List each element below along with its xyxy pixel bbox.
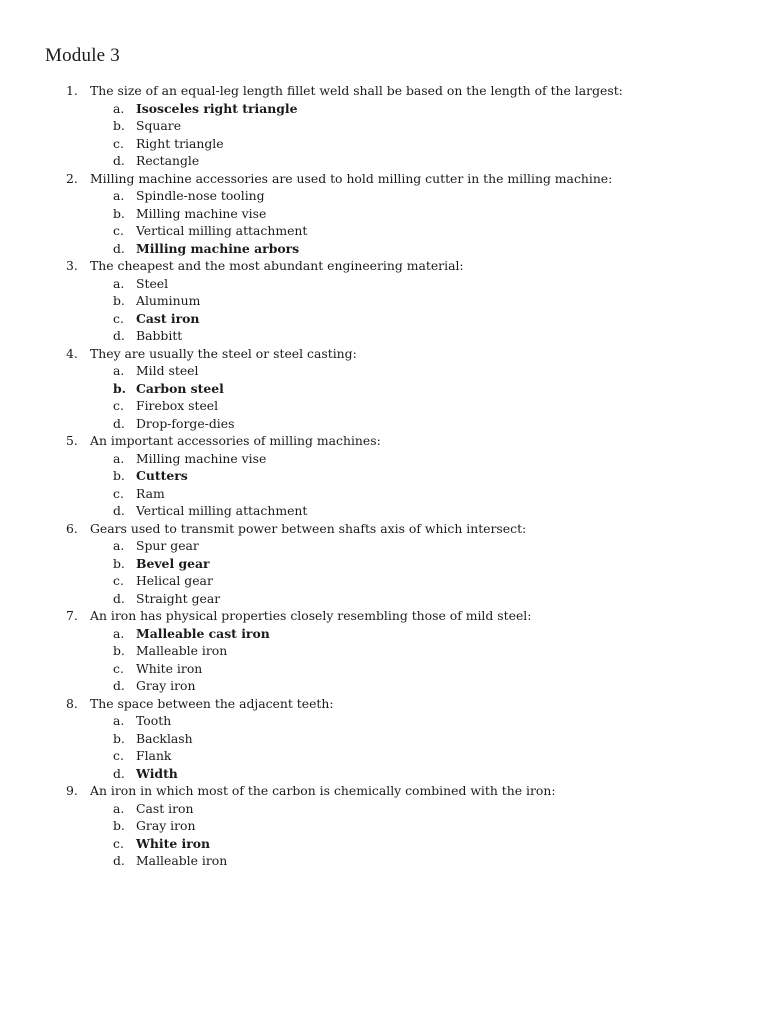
option-letter: b.: [113, 380, 126, 396]
question-row: [0, 607, 768, 625]
option-text: Vertical milling attachment: [136, 503, 308, 518]
option-text: Straight gear: [136, 590, 221, 606]
option-text: Cast iron: [136, 310, 200, 326]
option-letter: c.: [113, 135, 124, 151]
option-list: [0, 100, 768, 170]
option-letter: b.: [113, 293, 125, 308]
answer-option-correct: [0, 310, 768, 328]
option-text: Right triangle: [136, 135, 224, 151]
answer-option: [0, 292, 768, 310]
option-letter: b.: [113, 730, 125, 746]
option-letter: d.: [113, 503, 125, 518]
question-number: 2.: [66, 170, 78, 186]
question-row: [0, 432, 768, 450]
option-list: [0, 712, 768, 782]
option-letter: b.: [113, 468, 125, 483]
question-text: The space between the adjacent teeth:: [90, 695, 334, 711]
answer-option: [0, 135, 768, 153]
option-text: Spindle-nose tooling: [136, 188, 265, 203]
answer-option: [0, 222, 768, 240]
option-letter: c.: [113, 223, 124, 238]
question-number: 5.: [66, 433, 78, 448]
option-text: Aluminum: [136, 293, 201, 308]
option-letter: b.: [113, 555, 125, 571]
option-text: Rectangle: [136, 153, 200, 168]
option-list: [0, 537, 768, 607]
answer-option: [0, 152, 768, 170]
option-letter: a.: [113, 800, 125, 816]
option-letter: a.: [113, 450, 125, 466]
option-text: Backlash: [136, 730, 193, 746]
option-list: [0, 362, 768, 432]
question-number: 4.: [66, 345, 78, 361]
option-letter: b.: [113, 818, 125, 833]
answer-option: [0, 397, 768, 415]
answer-option: [0, 677, 768, 695]
option-letter: d.: [113, 415, 125, 431]
option-text: Carbon steel: [136, 380, 224, 396]
option-text: Milling machine vise: [136, 450, 267, 466]
question-text: An iron in which most of the carbon is chemically combined with the iron:: [90, 783, 556, 798]
question-number: 7.: [66, 608, 78, 623]
question-row: [0, 82, 768, 100]
option-text: Malleable iron: [136, 643, 228, 658]
option-text: Bevel gear: [136, 555, 210, 571]
option-text: Malleable iron: [136, 853, 228, 868]
option-letter: d.: [113, 590, 125, 606]
option-letter: a.: [113, 100, 125, 116]
option-letter: d.: [113, 240, 125, 256]
option-text: Drop-forge-dies: [136, 415, 235, 431]
question-item: [0, 520, 768, 608]
option-letter: d.: [113, 853, 125, 868]
option-letter: d.: [113, 153, 125, 168]
option-text: Width: [136, 765, 178, 781]
question-row: [0, 695, 768, 713]
question-text: Milling machine accessories are used to hold milling cutter in the milling machine:: [90, 170, 613, 186]
option-list: [0, 187, 768, 257]
option-list: [0, 625, 768, 695]
option-letter: c.: [113, 660, 124, 676]
option-letter: a.: [113, 713, 125, 728]
option-text: Flank: [136, 748, 172, 763]
question-number: 6.: [66, 520, 78, 536]
question-text: An iron has physical properties closely resembling those of mild steel:: [90, 608, 532, 623]
option-letter: d.: [113, 328, 125, 343]
answer-option-correct: [0, 835, 768, 853]
option-letter: b.: [113, 643, 125, 658]
option-letter: b.: [113, 205, 125, 221]
option-text: Isosceles right triangle: [136, 100, 298, 116]
option-letter: d.: [113, 765, 125, 781]
option-letter: c.: [113, 310, 124, 326]
answer-option-correct: [0, 765, 768, 783]
option-list: [0, 275, 768, 345]
question-row: [0, 520, 768, 538]
option-letter: a.: [113, 363, 125, 378]
answer-option: [0, 712, 768, 730]
option-text: Milling machine vise: [136, 205, 267, 221]
question-number: 3.: [66, 258, 78, 273]
answer-option-correct: [0, 100, 768, 118]
option-text: Steel: [136, 275, 169, 291]
page-title: Module 3: [45, 45, 120, 66]
answer-option-correct: [0, 380, 768, 398]
answer-option-correct: [0, 467, 768, 485]
option-letter: c.: [113, 573, 124, 588]
answer-option: [0, 485, 768, 503]
option-text: Spur gear: [136, 538, 199, 553]
question-item: [0, 432, 768, 520]
answer-option: [0, 660, 768, 678]
question-number: 9.: [66, 783, 78, 798]
option-text: Babbitt: [136, 328, 183, 343]
answer-option: [0, 642, 768, 660]
option-text: Milling machine arbors: [136, 240, 300, 256]
question-item: [0, 607, 768, 695]
answer-option: [0, 747, 768, 765]
option-letter: b.: [113, 118, 125, 133]
question-number: 1.: [66, 83, 78, 98]
question-list: [0, 82, 768, 870]
option-letter: d.: [113, 678, 125, 693]
question-text: The size of an equal-leg length fillet weld shall be based on the length of the largest:: [90, 83, 623, 98]
answer-option: [0, 590, 768, 608]
question-text: Gears used to transmit power between shafts axis of which intersect:: [90, 520, 527, 536]
question-item: [0, 170, 768, 258]
option-text: Ram: [136, 485, 165, 501]
answer-option: [0, 817, 768, 835]
question-row: [0, 782, 768, 800]
option-text: Cast iron: [136, 800, 194, 816]
option-letter: c.: [113, 748, 124, 763]
question-item: [0, 782, 768, 870]
answer-option: [0, 852, 768, 870]
option-letter: c.: [113, 485, 124, 501]
question-text: The cheapest and the most abundant engineering material:: [90, 258, 464, 273]
option-letter: a.: [113, 538, 125, 553]
option-text: White iron: [136, 660, 203, 676]
question-row: [0, 170, 768, 188]
question-row: [0, 257, 768, 275]
option-letter: a.: [113, 188, 125, 203]
question-number: 8.: [66, 695, 78, 711]
option-text: Vertical milling attachment: [136, 223, 308, 238]
option-text: Tooth: [136, 713, 172, 728]
question-item: [0, 257, 768, 345]
question-text: They are usually the steel or steel casting:: [90, 345, 357, 361]
option-letter: a.: [113, 275, 125, 291]
answer-option: [0, 205, 768, 223]
answer-option: [0, 415, 768, 433]
option-text: White iron: [136, 835, 211, 851]
option-text: Malleable cast iron: [136, 625, 270, 641]
option-letter: a.: [113, 625, 125, 641]
option-text: Gray iron: [136, 818, 196, 833]
option-text: Square: [136, 118, 182, 133]
answer-option: [0, 537, 768, 555]
option-letter: c.: [113, 835, 124, 851]
answer-option: [0, 117, 768, 135]
option-list: [0, 800, 768, 870]
option-text: Mild steel: [136, 363, 199, 378]
answer-option: [0, 572, 768, 590]
answer-option-correct: [0, 625, 768, 643]
question-item: [0, 695, 768, 783]
option-list: [0, 450, 768, 520]
option-text: Gray iron: [136, 678, 196, 693]
question-item: [0, 345, 768, 433]
answer-option: [0, 730, 768, 748]
option-text: Firebox steel: [136, 398, 219, 413]
question-text: An important accessories of milling machines:: [90, 433, 381, 448]
answer-option: [0, 275, 768, 293]
question-row: [0, 345, 768, 363]
option-text: Cutters: [136, 468, 188, 483]
answer-option: [0, 502, 768, 520]
answer-option: [0, 327, 768, 345]
answer-option-correct: [0, 240, 768, 258]
option-text: Helical gear: [136, 573, 213, 588]
answer-option: [0, 450, 768, 468]
question-item: [0, 82, 768, 170]
answer-option-correct: [0, 555, 768, 573]
answer-option: [0, 800, 768, 818]
option-letter: c.: [113, 398, 124, 413]
answer-option: [0, 362, 768, 380]
answer-option: [0, 187, 768, 205]
